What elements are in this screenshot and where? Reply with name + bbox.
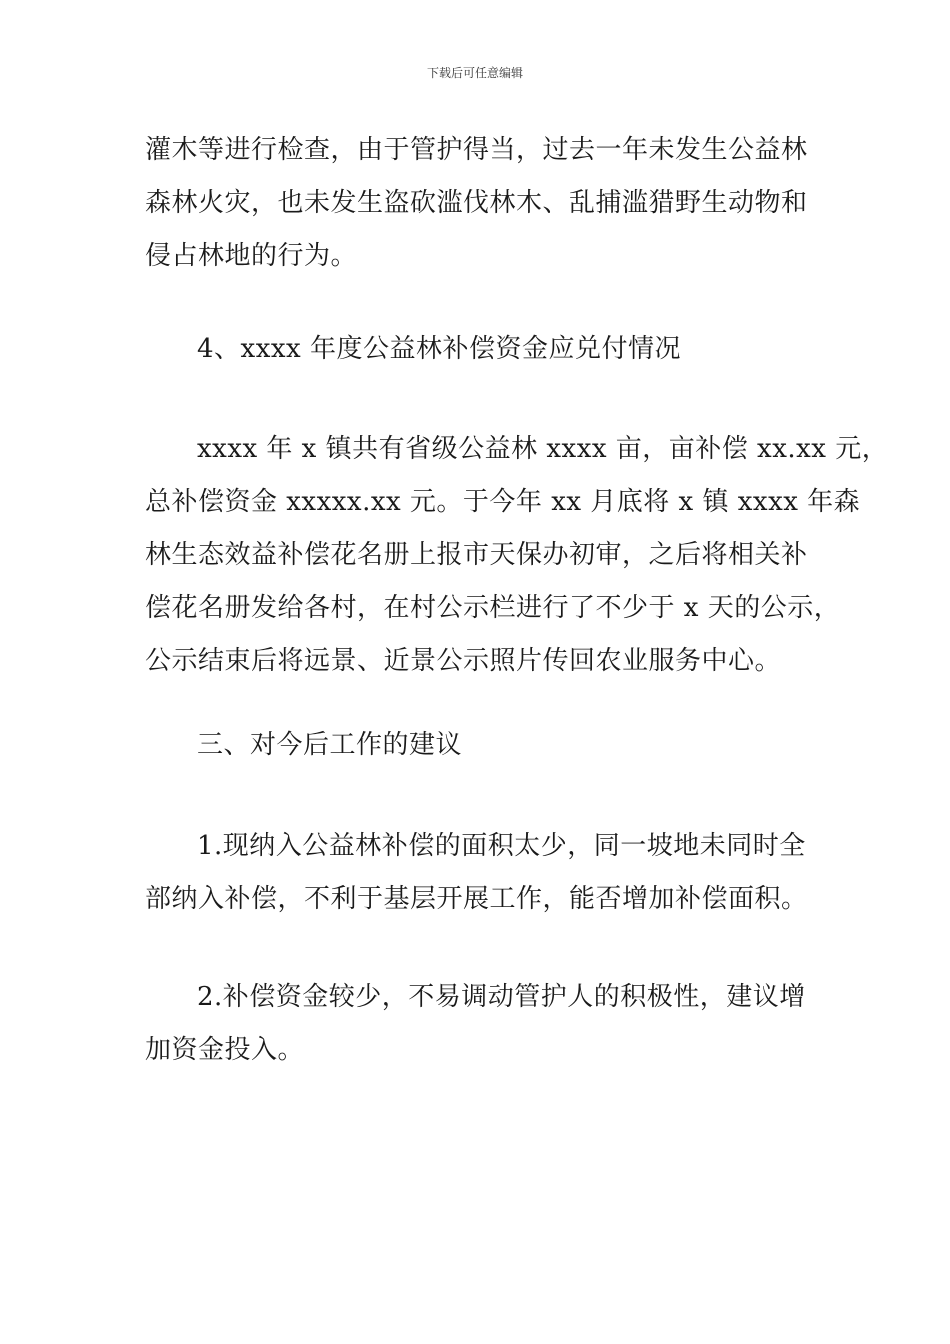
heading-text: 三、对今后工作的建议 bbox=[197, 730, 463, 760]
suggestion-item-1 bbox=[145, 820, 815, 926]
text-line: 偿花名册发给各村，在村公示栏进行了不少于 x 天的公示， bbox=[145, 593, 841, 623]
heading-text: 4、xxxx 年度公益林补偿资金应兑付情况 bbox=[197, 334, 681, 364]
section-heading-compensation bbox=[145, 323, 815, 376]
text-line: 侵占林地的行为。 bbox=[145, 241, 358, 271]
text-line: 公示结束后将远景、近景公示照片传回农业服务中心。 bbox=[145, 646, 782, 676]
section-heading-suggestions bbox=[145, 719, 815, 772]
page-header: 下载后可任意编辑 bbox=[426, 66, 523, 80]
text-line: 2.补偿资金较少，不易调动管护人的积极性，建议增 bbox=[197, 982, 806, 1012]
text-line: 总补偿资金 xxxxx.xx 元。于今年 xx 月底将 x 镇 xxxx 年森 bbox=[145, 487, 861, 517]
text-line: 加资金投入。 bbox=[145, 1035, 305, 1065]
text-line: xxxx 年 x 镇共有省级公益林 xxxx 亩，亩补偿 xx.xx 元， bbox=[197, 434, 889, 464]
paragraph-compensation-details bbox=[145, 423, 889, 688]
paragraph-inspection-result bbox=[145, 124, 815, 283]
text-line: 森林火灾，也未发生盗砍滥伐林木、乱捕滥猎野生动物和 bbox=[145, 188, 808, 218]
text-line: 1.现纳入公益林补偿的面积太少，同一坡地未同时全 bbox=[197, 831, 806, 861]
text-line: 林生态效益补偿花名册上报市天保办初审，之后将相关补 bbox=[145, 540, 808, 570]
text-line: 部纳入补偿，不利于基层开展工作，能否增加补偿面积。 bbox=[145, 884, 808, 914]
text-line: 灌木等进行检查，由于管护得当，过去一年未发生公益林 bbox=[145, 135, 808, 165]
suggestion-item-2 bbox=[145, 971, 815, 1077]
